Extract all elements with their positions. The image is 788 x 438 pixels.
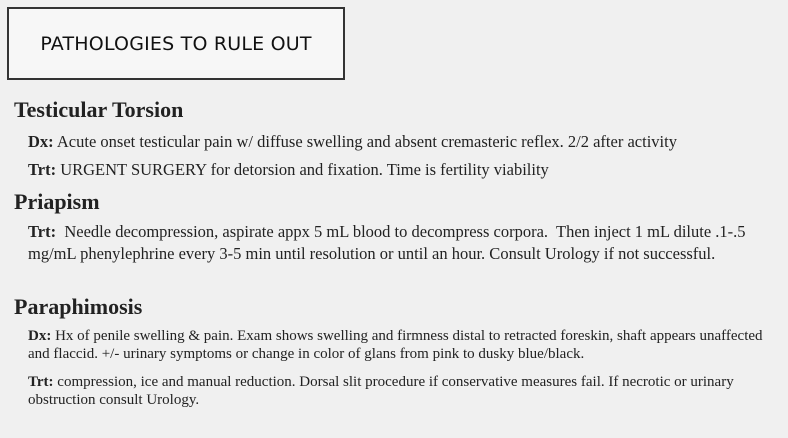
entry-paraphimosis-trt (28, 374, 776, 409)
entry-priapism-trt (28, 221, 776, 265)
entry-text: compression, ice and manual reduction. Dorsal slit procedure if conservative measures fail. If necrotic or urinary obstruction consult Urology. (28, 374, 734, 408)
heading-testicular-torsion: Testicular Torsion (14, 97, 184, 122)
heading-paraphimosis: Paraphimosis (14, 294, 143, 319)
entry-paraphimosis-dx (28, 328, 776, 363)
label-trt: Trt: (28, 374, 54, 390)
heading-priapism: Priapism (14, 189, 100, 214)
entry-torsion-dx (28, 131, 776, 153)
entry-text: URGENT SURGERY for detorsion and fixation. Time is fertility viability (56, 160, 549, 179)
entry-text: Hx of penile swelling & pain. Exam shows swelling and firmness distal to retracted foreskin, shaft appears unaffected and flaccid. +/- urinary symptoms or change in color of glans from pink to dusky blue/black. (28, 328, 763, 362)
entry-text: Needle decompression, aspirate appx 5 mL blood to decompress corpora. Then inject 1 mL dilute .1-.5 mg/mL phenylephrine every 3-5 min until resolution or until an hour. Consult Urology if not successful. (28, 222, 750, 263)
title-box (7, 7, 345, 80)
label-dx: Dx: (28, 328, 52, 344)
label-trt: Trt: (28, 222, 57, 241)
label-trt: Trt: (28, 160, 57, 179)
label-dx: Dx: (28, 132, 54, 151)
entry-text: Acute onset testicular pain w/ diffuse swelling and absent cremasteric reflex. 2/2 after activity (53, 132, 677, 151)
page-title: PATHOLOGIES TO RULE OUT (40, 32, 312, 55)
entry-torsion-trt (28, 159, 776, 181)
